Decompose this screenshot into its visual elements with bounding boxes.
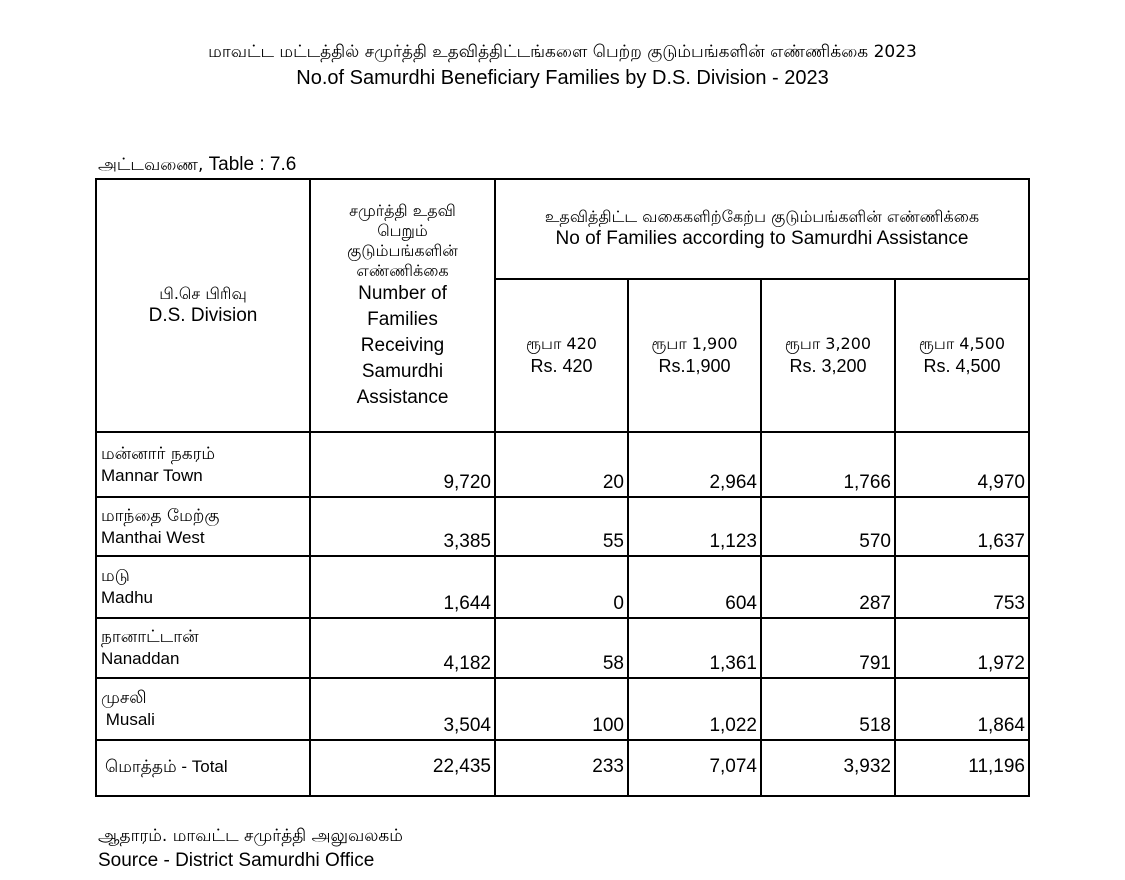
table-label-english: Table : 7.6 [208, 154, 297, 175]
total-row [96, 740, 1029, 796]
header-rs-4500-tamil: ரூபா 4,500 [918, 333, 1006, 353]
total-label-english: - Total [181, 757, 228, 776]
cell-rs-420: 100 [495, 678, 628, 740]
cell-rs-420: 0 [495, 556, 628, 618]
cell-total-families: 3,385 [310, 497, 495, 556]
cell-rs-4500: 1,637 [895, 497, 1029, 556]
source-tamil: ஆதாரம். மாவட்ட சமுர்த்தி அலுவலகம் [98, 826, 403, 846]
header-division-english: D.S. Division [148, 304, 258, 326]
table-row [96, 556, 1029, 618]
beneficiary-table [95, 178, 1030, 797]
header-rs-3200-tamil: ரூபா 3,200 [784, 333, 872, 353]
header-rs-4500 [895, 279, 1029, 432]
cell-rs-3200: 518 [761, 678, 895, 740]
cell-rs-4500: 4,970 [895, 432, 1029, 497]
row-division-tamil: மடு [101, 566, 130, 586]
cell-rs-3200: 570 [761, 497, 895, 556]
cell-rs-4500: 753 [895, 556, 1029, 618]
cell-rs-1900: 2,964 [628, 432, 761, 497]
table-label [98, 154, 296, 177]
cell-rs-1900: 1,361 [628, 618, 761, 678]
row-division-tamil: முசலி [101, 688, 147, 708]
table-row [96, 497, 1029, 556]
header-count-english: Number of Families Receiving Samurdhi Assistance [356, 282, 449, 408]
title-tamil: மாவட்ட மட்டத்தில் சமுர்த்தி உதவித்திட்டங்களை பெற்ற குடும்பங்களின் எண்ணிக்கை 2023 [208, 42, 917, 62]
header-count-tamil: சமுர்த்தி உதவி பெறும் குடும்பங்களின் எண்ணிக்கை [347, 200, 458, 280]
header-rs-1900-english: Rs.1,900 [658, 355, 731, 376]
row-division-english: Madhu [101, 588, 153, 607]
cell-rs-420: 20 [495, 432, 628, 497]
cell-rs-1900: 604 [628, 556, 761, 618]
header-rs-1900 [628, 279, 761, 432]
table-row [96, 618, 1029, 678]
row-division [96, 556, 310, 618]
cell-rs-4500: 1,972 [895, 618, 1029, 678]
cell-rs-1900: 1,123 [628, 497, 761, 556]
row-division-english: Musali [101, 710, 155, 729]
title-english: No.of Samurdhi Beneficiary Families by D.S. Division - 2023 [296, 67, 829, 89]
header-group-tamil: உதவித்திட்ட வகைகளிற்கேற்ப குடும்பங்களின் எண்ணிக்கை [544, 207, 980, 226]
total-label [96, 740, 310, 796]
header-rs-420-english: Rs. 420 [530, 355, 593, 376]
row-division-tamil: மன்னார் நகரம் [101, 443, 216, 464]
header-assistance-group [495, 179, 1029, 279]
cell-rs-420: 58 [495, 618, 628, 678]
cell-total-families: 9,720 [310, 432, 495, 497]
cell-rs-3200: 287 [761, 556, 895, 618]
cell-rs-1900: 1,022 [628, 678, 761, 740]
row-division [96, 497, 310, 556]
row-division-tamil: மாந்தை மேற்கு [101, 505, 220, 526]
cell-total-families: 22,435 [310, 740, 495, 796]
header-count [310, 179, 495, 432]
table-row [96, 678, 1029, 740]
cell-rs-420: 55 [495, 497, 628, 556]
row-division-english: Manthai West [101, 527, 205, 547]
header-rs-420 [495, 279, 628, 432]
cell-total-families: 1,644 [310, 556, 495, 618]
row-division [96, 678, 310, 740]
cell-rs-3200: 791 [761, 618, 895, 678]
row-division-english: Nanaddan [101, 649, 180, 668]
header-group-english: No of Families according to Samurdhi Assistance [555, 228, 969, 249]
header-rs-4500-english: Rs. 4,500 [923, 355, 1001, 376]
cell-rs-3200: 1,766 [761, 432, 895, 497]
header-division-tamil: பி.செ பிரிவு [159, 283, 247, 303]
cell-total-families: 3,504 [310, 678, 495, 740]
header-rs-420-tamil: ரூபா 420 [526, 333, 597, 353]
table-label-tamil: அட்டவணை, [98, 155, 204, 175]
row-division [96, 432, 310, 497]
cell-rs-4500: 11,196 [895, 740, 1029, 796]
cell-rs-420: 233 [495, 740, 628, 796]
cell-rs-4500: 1,864 [895, 678, 1029, 740]
header-rs-1900-tamil: ரூபா 1,900 [651, 333, 738, 353]
header-rs-3200 [761, 279, 895, 432]
row-division [96, 618, 310, 678]
header-rs-3200-english: Rs. 3,200 [789, 355, 867, 376]
table-row [96, 432, 1029, 497]
row-division-tamil: நானாட்டான் [101, 627, 199, 647]
cell-total-families: 4,182 [310, 618, 495, 678]
total-label-tamil: மொத்தம் [105, 757, 177, 777]
row-division-english: Mannar Town [101, 465, 203, 485]
header-division [96, 179, 310, 432]
cell-rs-1900: 7,074 [628, 740, 761, 796]
cell-rs-3200: 3,932 [761, 740, 895, 796]
source-english: Source - District Samurdhi Office [98, 850, 375, 871]
